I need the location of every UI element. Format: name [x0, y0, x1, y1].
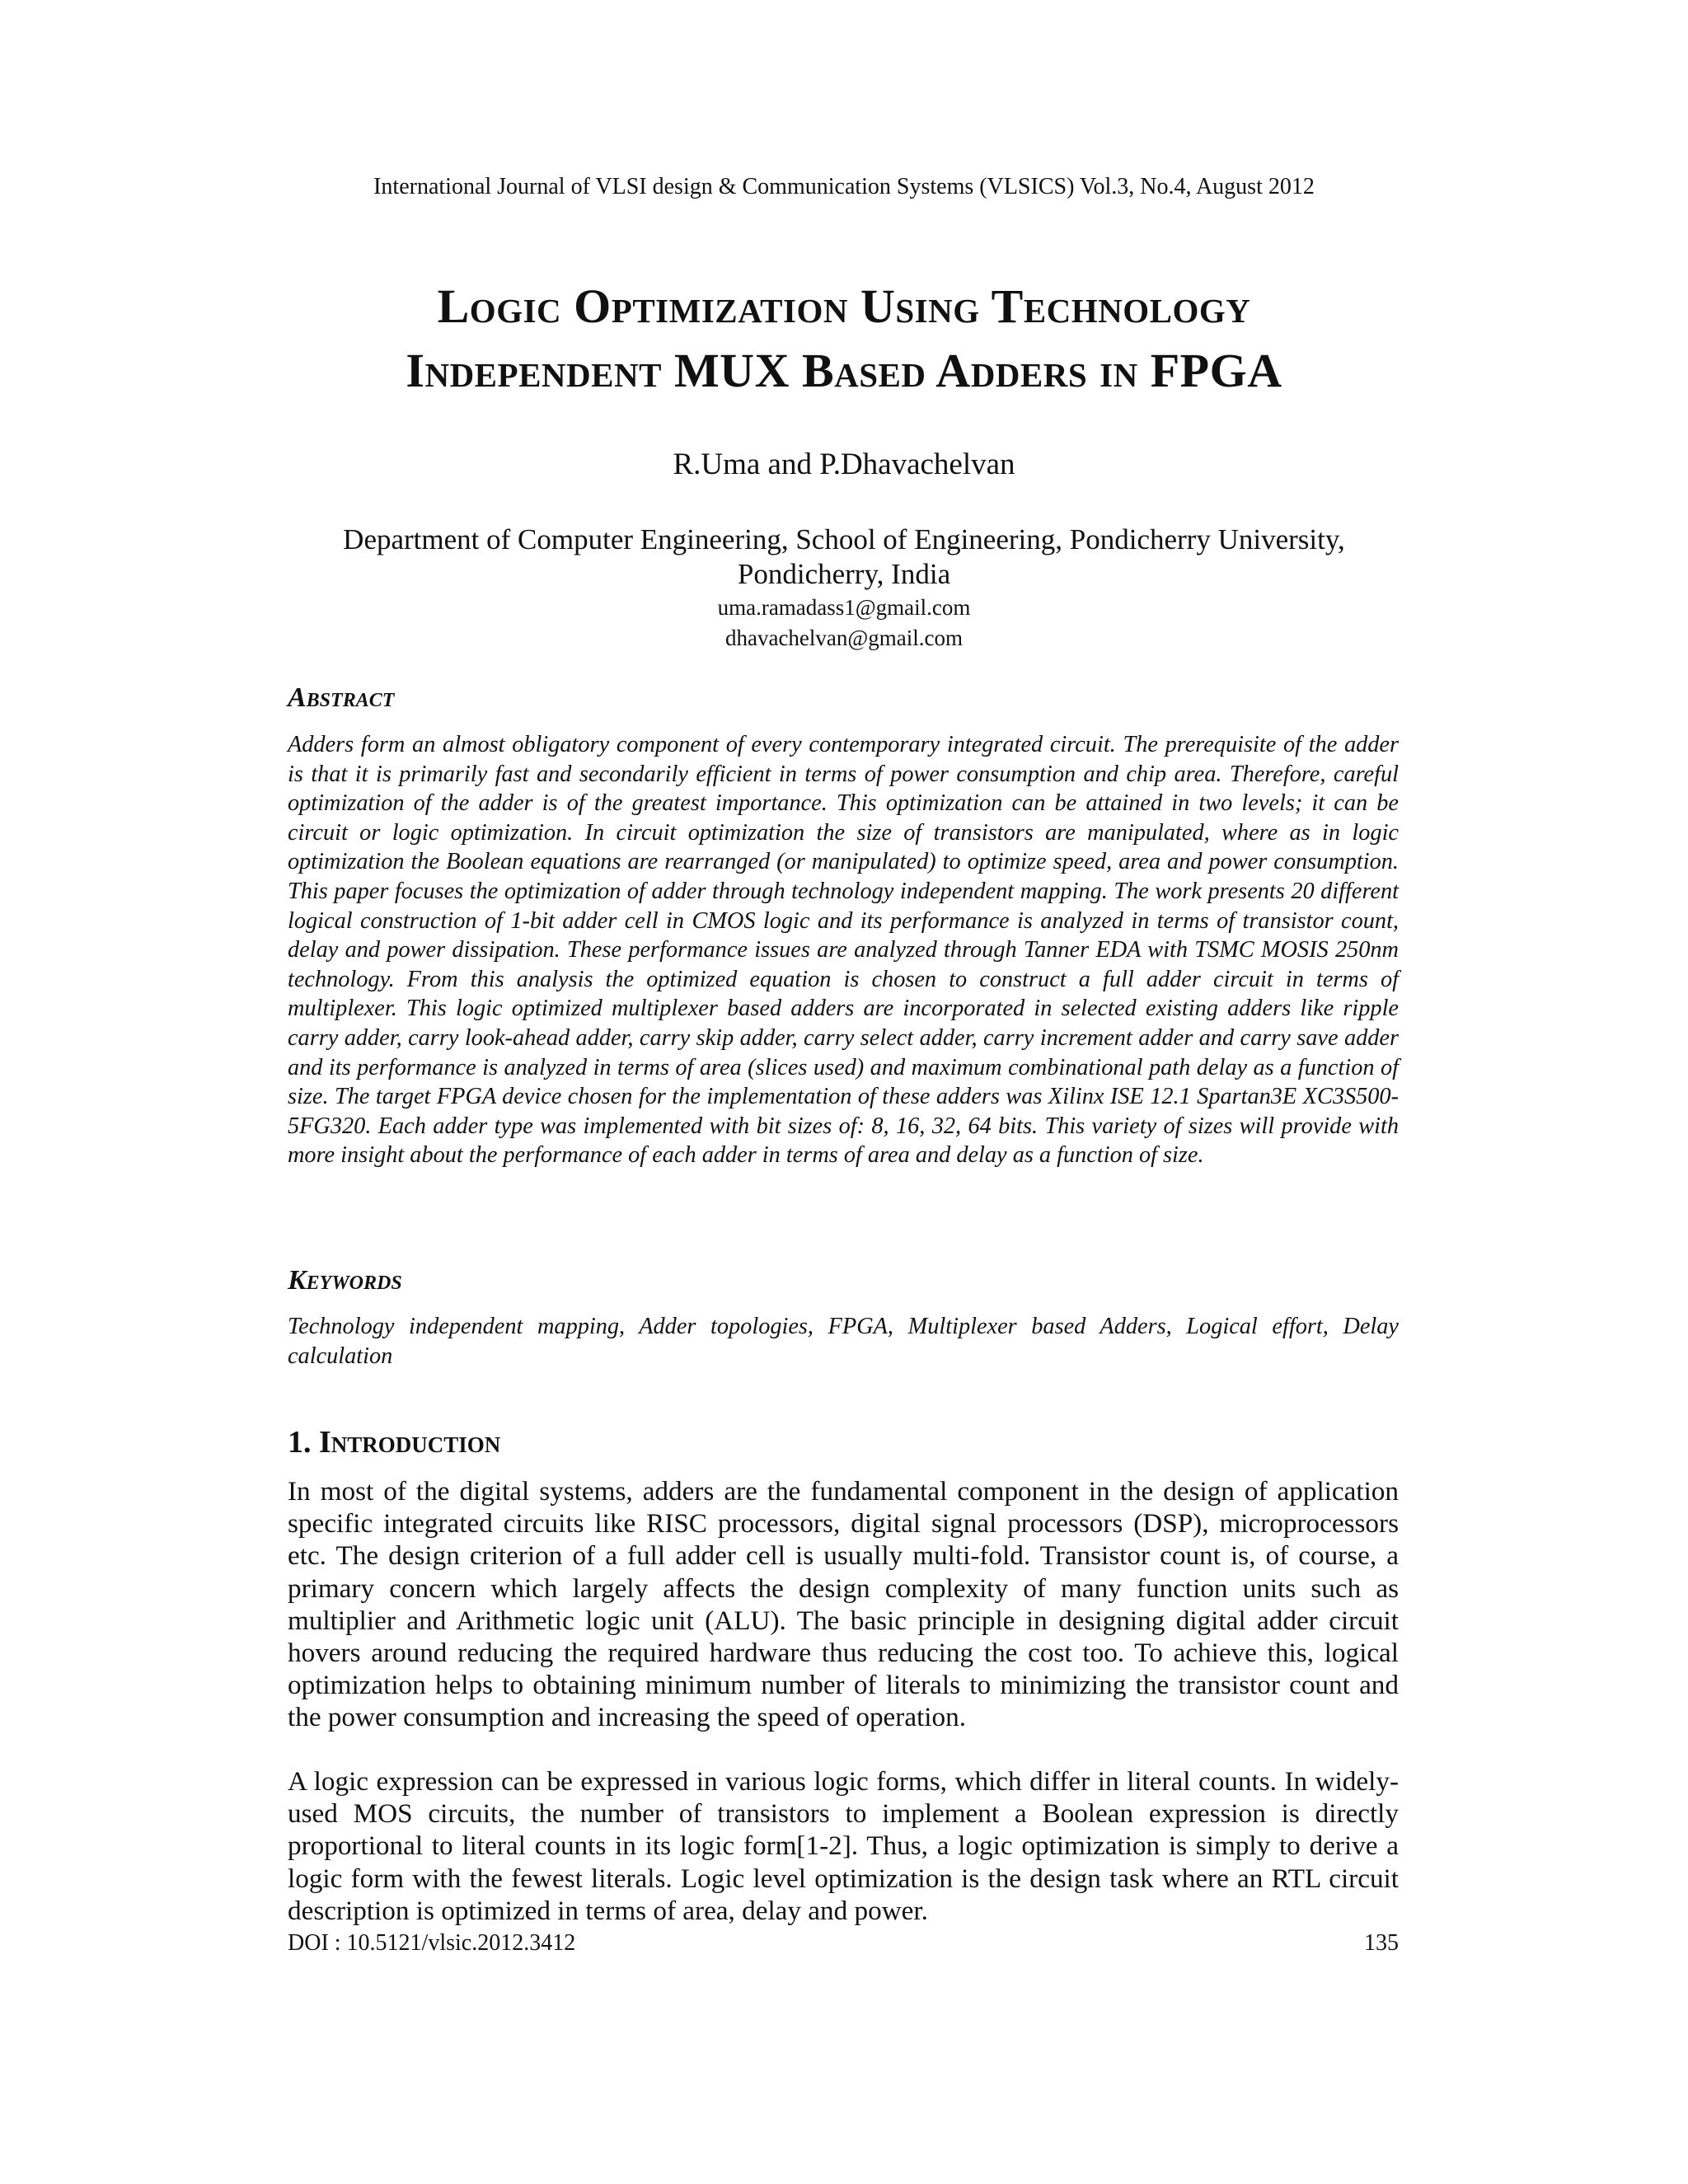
- doi-text: DOI : 10.5121/vlsic.2012.3412: [288, 1930, 576, 1956]
- journal-header: International Journal of VLSI design & Communication Systems (VLSICS) Vol.3, No.4, August 2012: [373, 174, 1315, 199]
- keywords-text: Technology independent mapping, Adder topologies, FPGA, Multiplexer based Adders, Logical effort, Delay calculation: [288, 1314, 1399, 1369]
- author-email-2: dhavachelvan@gmail.com: [724, 626, 963, 650]
- abstract-text: Adders form an almost obligatory component of every contemporary integrated circuit. The prerequisite of the adder is that it is primarily fast and secondarily efficient in terms of power consumption and chip area. Therefore, careful optimization of the adder is of the greatest importance. This optimization can be attained in two levels; it can be circuit or logic optimization. In circuit optimization the size of transistors are manipulated, where as in logic optimization the Boolean equations are rearranged (or manipulated) to optimize speed, area and power consumption. This paper focuses the optimization of adder through technology independent mapping. The work presents 20 different logical construction of 1-bit adder cell in CMOS logic and its performance is analyzed in terms of transistor count, delay and power dissipation. These performance issues are analyzed through Tanner EDA with TSMC MOSIS 250nm technology. From this analysis the optimized equation is chosen to construct a full adder circuit in terms of multiplexer. This logic optimized multiplexer based adders are incorporated in selected existing adders like ripple carry adder, carry look-ahead adder, carry skip adder, carry select adder, carry increment adder and carry save adder and its performance is analyzed in terms of area (slices used) and maximum combinational path delay as a function of size. The target FPGA device chosen for the implementation of these adders was Xilinx ISE 12.1 Spartan3E XC3S500-5FG320. Each adder type was implemented with bit sizes of: 8, 16, 32, 64 bits. This variety of sizes will provide with more insight about the performance of each adder in terms of area and delay as a function of size.: [288, 732, 1399, 1169]
- title-line-1: Logic Optimization Using Technology: [437, 279, 1251, 333]
- author-email-1: uma.ramadass1@gmail.com: [717, 595, 971, 620]
- keywords-heading: Keywords: [288, 1265, 402, 1296]
- introduction-paragraph-2: A logic expression can be expressed in various logic forms, which differ in literal counts. In widely-used MOS circuits, the number of transistors to implement a Boolean expression is directly proportional to literal counts in its logic form[1-2]. Thus, a logic optimization is simply to derive a logic form with the fewest literals. Logic level optimization is the design task where an RTL circuit description is optimized in terms of area, delay and power.: [288, 1766, 1399, 1926]
- introduction-paragraph-1: In most of the digital systems, adders are the fundamental component in the design of application specific integrated circuits like RISC processors, digital signal processors (DSP), microprocessors etc. The design criterion of a full adder cell is usually multi-fold. Transistor count is, of course, a primary concern which largely affects the design complexity of many function units such as multiplier and Arithmetic logic unit (ALU). The basic principle in designing digital adder circuit hovers around reducing the required hardware thus reducing the cost too. To achieve this, logical optimization helps to obtaining minimum number of literals to minimizing the transistor count and the power consumption and increasing the speed of operation.: [288, 1476, 1399, 1733]
- title-line-2: Independent MUX Based Adders in FPGA: [406, 344, 1282, 397]
- abstract-heading: Abstract: [288, 682, 395, 713]
- authors: R.Uma and P.Dhavachelvan: [673, 448, 1015, 481]
- affiliation-line-2: Pondicherry, India: [737, 558, 951, 590]
- affiliation-line-1: Department of Computer Engineering, School of Engineering, Pondicherry University,: [343, 523, 1345, 555]
- paper-title: [0, 274, 1688, 403]
- affiliation: [0, 523, 1688, 592]
- introduction-heading: 1. Introduction: [288, 1425, 501, 1460]
- page-number: 135: [1364, 1930, 1399, 1956]
